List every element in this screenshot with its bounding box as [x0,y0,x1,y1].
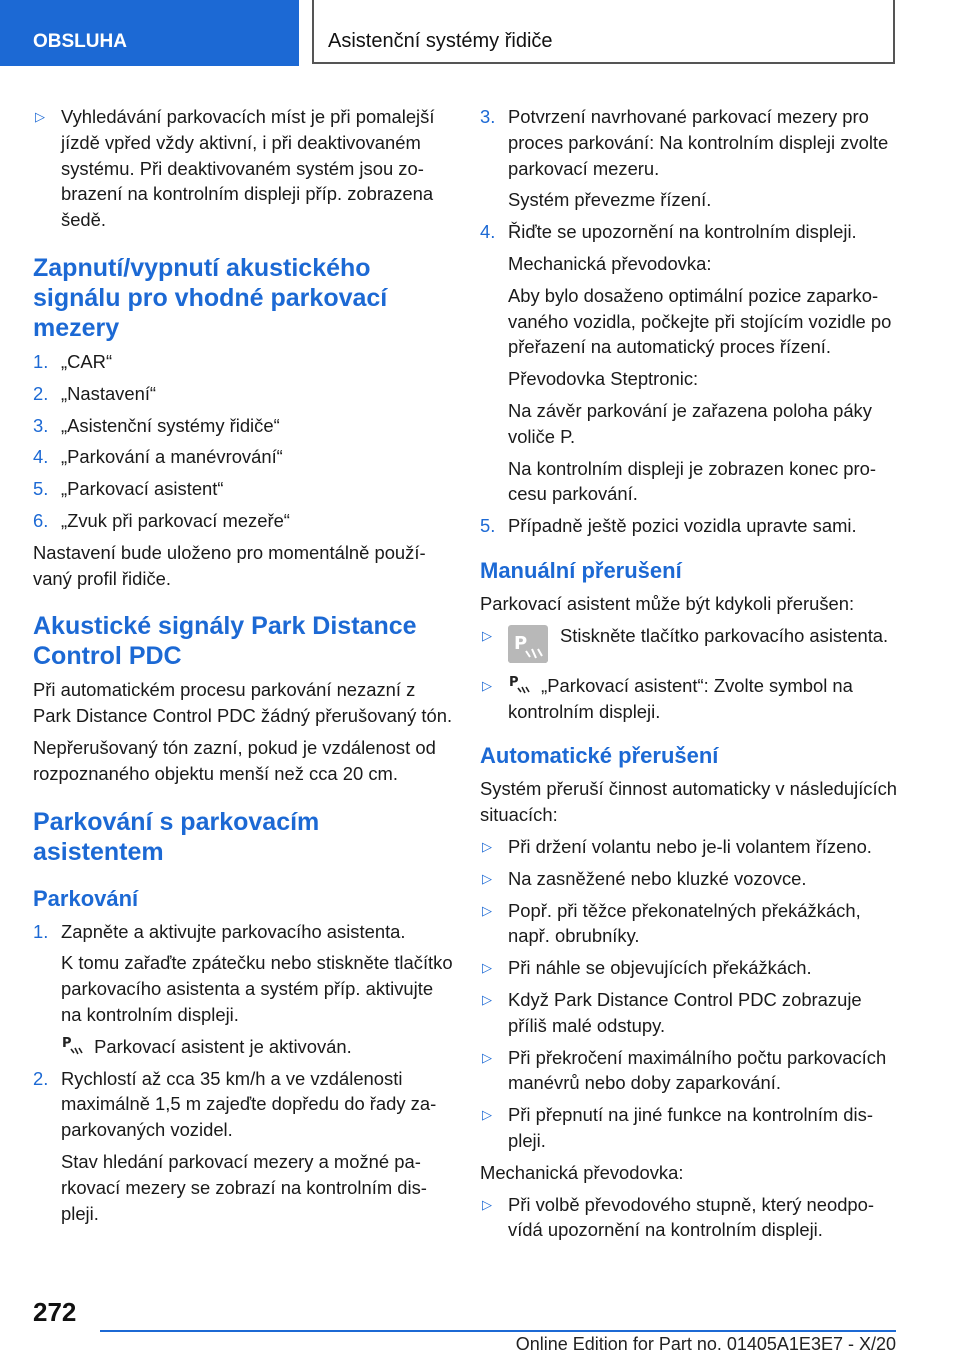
step-detail: Aby bylo dosaženo optimální pozice zaparkovaného vozidla, počkejte při stojícím vozidle po přeřazení na automatický proces řízení. [508,284,892,358]
left-column [33,104,453,1232]
paragraph: Nepřerušovaný tón zazní, pokud je vzdálenost od rozpoznaného objektu menší než cca 20 cm. [33,736,436,784]
heading-manual-interrupt: Manuální přerušení [480,557,682,583]
step-status: P Parkovací asistent je aktivován. [62,1035,352,1057]
menu-path: „CAR“ [61,350,113,372]
list-item: ▷ P Stiskněte tlačítko parkovacího asistenta. [480,623,900,667]
heading-signal: Zapnutí/vypnutí akustického signálu pro vhodné parkovací mezery [33,253,388,342]
step-detail: Systém převezme řízení. [508,189,712,211]
menu-path: „Nastavení“ [61,382,157,404]
list-item: ▷ Při náhle se objevujících překážkách. [480,955,900,981]
step-number: 5. [33,478,49,500]
heading-park-assist: Parkování s parkovacím asistentem [33,807,320,866]
footer-divider [100,1330,896,1332]
list-item [33,508,453,534]
list-item: 2. Rychlostí až cca 35 km/h a ve vzdálenosti maximálně 1,5 m zajeďte dopředu do řady zaparkovaných vozidel. [33,1067,437,1141]
paragraph: Nastavení bude uloženo pro momentálně používaný profil řidiče. [33,541,426,589]
list-item [33,476,453,502]
chapter-title: Asistenční systémy řidiče [312,0,895,64]
heading-pdc: Akustické signály Park Distance Control PDC [33,612,417,671]
list-item: ▷ Při přepnutí na jiné funkce na kontrolním displeji. [482,1104,873,1151]
list-item [33,349,453,375]
step-number: 5. [480,515,496,537]
step-number: 1. [33,920,49,942]
step-detail: Na kontrolním displeji je zobrazen konec procesu parkování. [508,457,876,505]
steps-list [33,349,453,534]
list-item: ▷ Na zasněžené nebo kluzké vozovce. [480,866,900,892]
step-number: 1. [33,350,49,372]
bullet-triangle-icon: ▷ [482,677,492,693]
list-item: ▷ Když Park Distance Control PDC zobrazuje příliš malé odstupy. [482,988,862,1036]
list-item [33,444,453,470]
step-number: 4. [480,221,496,243]
list-item [33,413,453,439]
menu-path: „Parkování a manévrování“ [61,446,283,468]
bullet-triangle-icon: ▷ [482,902,492,918]
step-detail: Převodovka Steptronic: [508,368,699,390]
step-number: 6. [33,509,49,531]
bullet-triangle-icon: ▷ [482,960,492,976]
list-item: 5. Případně ještě pozici vozidla upravte sami. [480,513,900,539]
paragraph: Systém přeruší činnost automaticky v následujících situacích: [480,778,898,826]
list-item: ▷ Vyhledávání parkovacích míst je při pomalejší jízdě vpřed vždy aktivní, i při deaktivovaném systému. Při deaktivovaném systém jsou zobrazení na kontrolním displeji příp. zobrazena šedě. [35,106,435,231]
paragraph: Parkovací asistent může být kdykoli přerušen: [480,592,855,614]
step-detail: Na závěr parkování je zařazena poloha páky voliče P. [508,399,872,447]
paragraph: Při automatickém procesu parkování nezazní z Park Distance Control PDC žádný přerušovaný tón. [33,679,453,727]
list-item [33,381,453,407]
list-item: 4. Řiďte se upozornění na kontrolním displeji. [480,219,900,245]
step-number: 4. [33,446,49,468]
bullet-triangle-icon: ▷ [482,1196,492,1212]
menu-path: „Zvuk při parkovací mezeře“ [61,509,290,531]
step-number: 3. [33,414,49,436]
menu-path: „Asistenční systémy řidiče“ [61,414,280,436]
step-number: 2. [33,1067,49,1089]
edition-info: Online Edition for Part no. 01405A1E3E7 - X/20 [515,1334,896,1354]
list-item: ▷ Popř. při těžce překonatelných překážkách, např. obrubníky. [482,899,861,947]
park-assist-button-icon [508,625,548,663]
bullet-triangle-icon: ▷ [482,838,492,854]
list-item: ▷ Při držení volantu nebo je-li volantem řízeno. [480,834,900,860]
bullet-triangle-icon: ▷ [482,991,492,1007]
step-detail: Mechanická převodovka: [508,252,712,274]
heading-parking: Parkování [33,885,139,911]
list-item: ▷ Při překročení maximálního počtu parkovacích manévrů nebo doby zaparkování. [482,1046,887,1094]
park-assist-icon [61,1034,83,1056]
step-detail: Stav hledání parkovací mezery a možné parkovací mezery se zobrazí na kontrolním displeji. [61,1150,427,1224]
list-item: 3. Potvrzení navrhované parkovací mezery pro proces parkování: Na kontrolním displeji zvolte parkovací mezeru. [480,106,889,179]
page-header [0,0,960,66]
section-tab[interactable]: OBSLUHA [0,0,299,66]
list-item: ▷ P „Parkovací asistent“: Zvolte symbol na kontrolním displeji. [482,674,853,722]
paragraph: Mechanická převodovka: [480,1161,684,1183]
list-item: ▷ Při volbě převodového stupně, který neodpovídá upozornění na kontrolním displeji. [482,1193,874,1241]
auto-interrupt-list [480,834,900,1154]
step-number: 2. [33,382,49,404]
bullet-triangle-icon: ▷ [482,870,492,886]
bullet-triangle-icon: ▷ [482,1107,492,1123]
step-number: 3. [480,106,496,127]
menu-path: „Parkovací asistent“ [61,478,224,500]
step-detail: K tomu zařaďte zpátečku nebo stiskněte tlačítko parkovacího asistenta a systém příp. aktivujte na kontrolním displeji. [61,952,453,1025]
svg-text:P: P [514,632,528,654]
heading-auto-interrupt: Automatické přerušení [480,743,719,769]
bullet-triangle-icon: ▷ [482,627,492,643]
list-item: 1. Zapněte a aktivujte parkovacího asistenta. [33,919,453,945]
right-column [480,104,900,1249]
park-assist-icon [508,673,530,695]
page-number: 272 [33,1297,77,1327]
svg-text:P: P [62,1035,72,1051]
svg-text:P: P [509,674,519,690]
bullet-triangle-icon: ▷ [482,1049,492,1065]
bullet-triangle-icon: ▷ [35,109,45,124]
